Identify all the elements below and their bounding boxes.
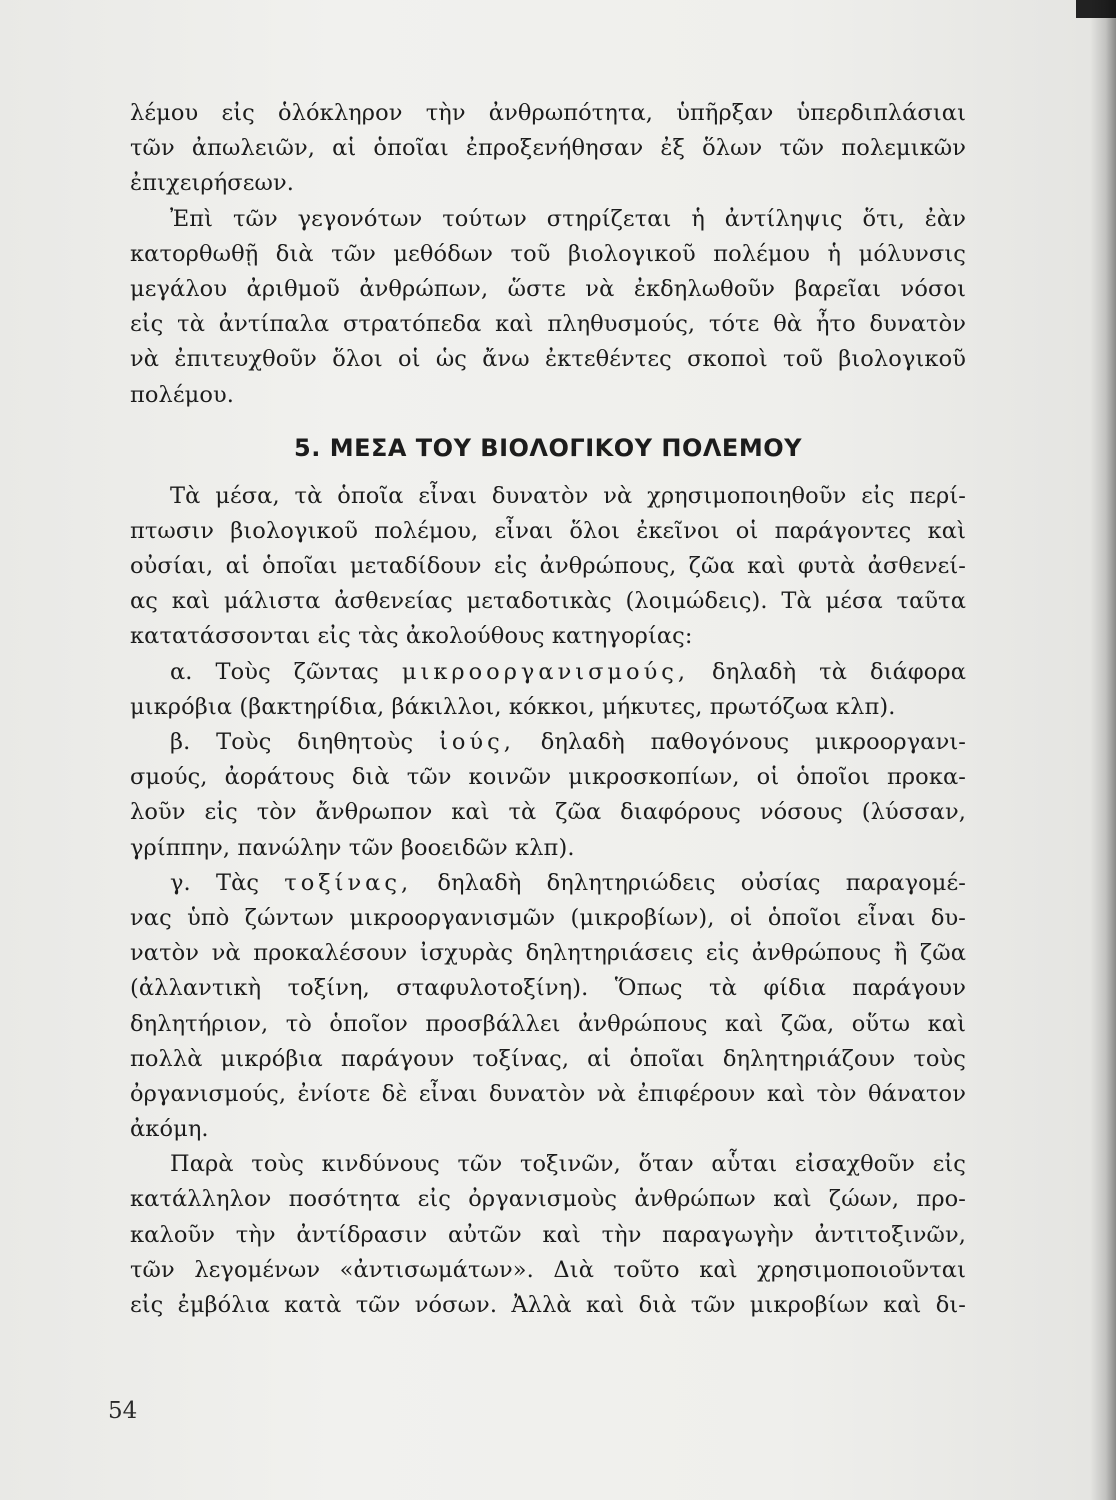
item-b-prefix: β. Τοὺς διηθητοὺς xyxy=(170,729,414,755)
text-line: ἀκόμη. xyxy=(130,1116,209,1143)
text-line: Τὰ μέσα, τὰ ὁποῖα εἶναι δυνατὸν νὰ χρησιμοποιηθοῦν εἰς περί- xyxy=(170,482,966,509)
item-a-suffix: δηλαδὴ τὰ διάφορα xyxy=(712,658,966,685)
item-c-suffix: δηλαδὴ δηλητηριώδεις οὐσίας παραγομέ- xyxy=(437,869,966,896)
text-line: λέμου εἰς ὁλόκληρον τὴν ἀνθρωπότητα, ὑπῆρξαν ὑπερδιπλάσιαι xyxy=(130,100,966,126)
text-line: Παρὰ τοὺς κινδύνους τῶν τοξινῶν, ὅταν αὗται εἰσαχθοῦν εἰς xyxy=(170,1151,966,1178)
text-line: ἐπιχειρήσεων. xyxy=(130,170,294,197)
body-text xyxy=(130,96,966,1323)
text-line: πτωσιν βιολογικοῦ πολέμου, εἶναι ὅλοι ἐκεῖνοι οἱ παράγοντες καὶ xyxy=(130,517,966,544)
text-line: κατατάσσονται εἰς τὰς ἀκολούθους κατηγορίας: xyxy=(130,623,693,650)
text-line: εἰς ἐμβόλια κατὰ τῶν νόσων. Ἀλλὰ καὶ διὰ τῶν μικροβίων καὶ δι- xyxy=(130,1292,966,1318)
text-line: κατάλληλον ποσότητα εἰς ὀργανισμοὺς ἀνθρώπων καὶ ζώων, προ- xyxy=(130,1186,966,1213)
text-line: κατορθωθῇ διὰ τῶν μεθόδων τοῦ βιολογικοῦ πολέμου ἡ μόλυνσις xyxy=(130,240,966,267)
text-line: λοῦν εἰς τὸν ἄνθρωπον καὶ τὰ ζῶα διαφόρους νόσους (λύσσαν, xyxy=(130,799,966,826)
text-line: πολέμου. xyxy=(130,381,235,408)
text-line: νατὸν νὰ προκαλέσουν ἰσχυρὰς δηλητηριάσεις εἰς ἀνθρώπους ἢ ζῶα xyxy=(130,940,966,967)
text-line: νας ὑπὸ ζώντων μικροοργανισμῶν (μικροβίων), οἱ ὁποῖοι εἶναι δυ- xyxy=(130,904,966,931)
item-b-suffix: δηλαδὴ παθογόνους μικροοργανι- xyxy=(540,729,966,755)
text-line: εἰς τὰ ἀντίπαλα στρατόπεδα καὶ πληθυσμούς, τότε θὰ ἦτο δυνατὸν xyxy=(130,311,966,338)
text-line: ας καὶ μάλιστα ἀσθενείας μεταδοτικὰς (λοιμώδεις). Τὰ μέσα ταῦτα xyxy=(130,588,966,615)
item-a-prefix: α. Τοὺς ζῶντας xyxy=(170,658,379,685)
section-heading: 5. ΜΕΣΑ ΤΟΥ ΒΙΟΛΟΓΙΚΟΥ ΠΟΛΕΜΟΥ xyxy=(294,433,802,462)
text-line: (ἀλλαντικὴ τοξίνη, σταφυλοτοξίνη). Ὅπως τὰ φίδια παράγουν xyxy=(130,975,966,1002)
text-line: τῶν λεγομένων «ἀντισωμάτων». Διὰ τοῦτο καὶ χρησιμοποιοῦνται xyxy=(130,1256,966,1283)
text-line: μεγάλου ἀριθμοῦ ἀνθρώπων, ὥστε νὰ ἐκδηλωθοῦν βαρεῖαι νόσοι xyxy=(130,275,966,302)
text-line: τῶν ἀπωλειῶν, αἱ ὁποῖαι ἐπροξενήθησαν ἐξ ὅλων τῶν πολεμικῶν xyxy=(130,135,966,162)
list-item-c xyxy=(130,866,966,901)
list-item-a xyxy=(130,655,966,690)
item-a-term: μικροοργανισμούς, xyxy=(401,658,690,685)
list-item-b xyxy=(130,725,966,760)
item-c-prefix: γ. Τὰς xyxy=(170,869,260,896)
text-line: νὰ ἐπιτευχθοῦν ὅλοι οἱ ὡς ἄνω ἐκτεθέντες σκοποὶ τοῦ βιολογικοῦ xyxy=(130,346,966,373)
text-line: οὐσίαι, αἱ ὁποῖαι μεταδίδουν εἰς ἀνθρώπους, ζῶα καὶ φυτὰ ἀσθενεί- xyxy=(130,553,966,580)
text-line: Ἐπὶ τῶν γεγονότων τούτων στηρίζεται ἡ ἀντίληψις ὅτι, ἐὰν xyxy=(170,205,966,232)
text-line: γρίππην, πανώλην τῶν βοοειδῶν κλπ). xyxy=(130,834,575,861)
page-number: 54 xyxy=(108,1398,138,1424)
text-line: πολλὰ μικρόβια παράγουν τοξίνας, αἱ ὁποῖαι δηλητηριάζουν τοὺς xyxy=(130,1045,966,1072)
page-edge-shadow xyxy=(1090,0,1116,1500)
item-b-term: ἰούς, xyxy=(439,729,515,755)
text-line: καλοῦν τὴν ἀντίδρασιν αὐτῶν καὶ τὴν παραγωγὴν ἀντιτοξινῶν, xyxy=(130,1221,966,1248)
text-line: σμούς, ἀοράτους διὰ τῶν κοινῶν μικροσκοπίων, οἱ ὁποῖοι προκα- xyxy=(130,764,966,791)
text-line: δηλητήριον, τὸ ὁποῖον προσβάλλει ἀνθρώπους καὶ ζῶα, οὕτω καὶ xyxy=(130,1010,966,1037)
text-line: μικρόβια (βακτηρίδια, βάκιλλοι, κόκκοι, μήκυτες, πρωτόζωα κλπ). xyxy=(130,693,896,720)
text-line: ὀργανισμούς, ἐνίοτε δὲ εἶναι δυνατὸν νὰ ἐπιφέρουν καὶ τὸν θάνατον xyxy=(130,1080,966,1107)
item-c-term: τοξίνας, xyxy=(284,869,413,896)
